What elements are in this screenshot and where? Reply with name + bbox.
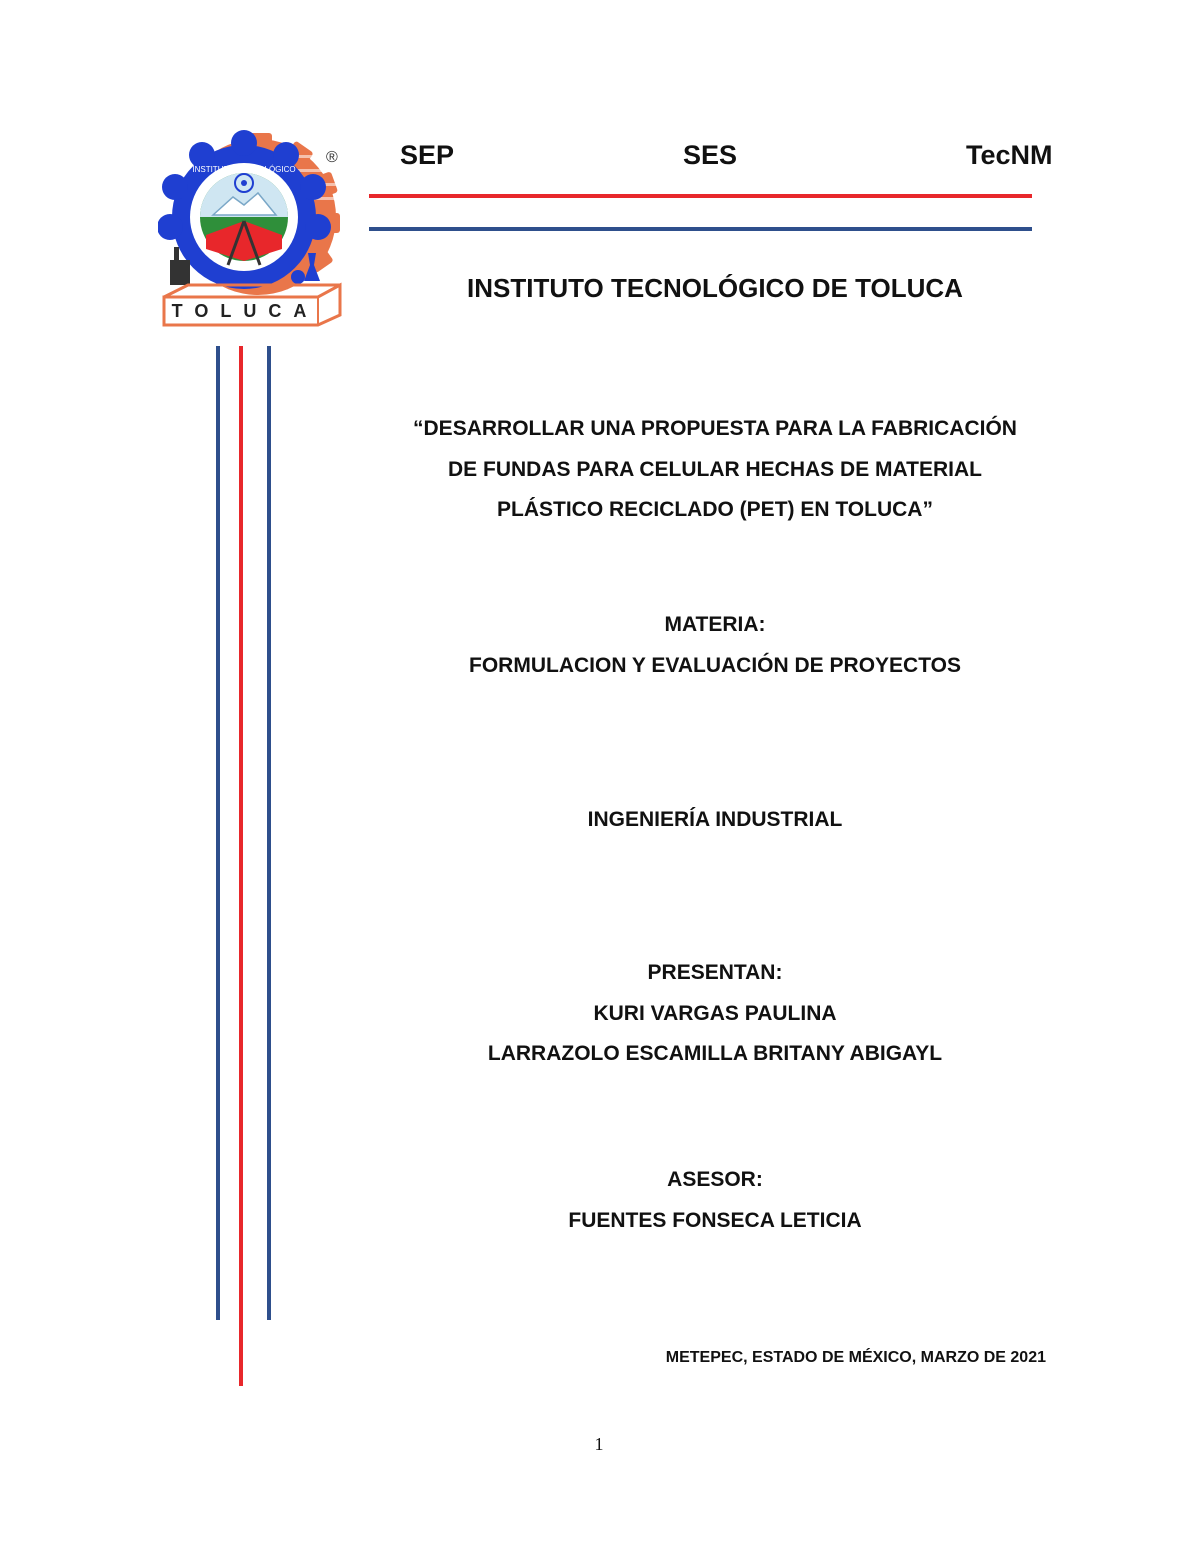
- left-blue-line-1: [216, 346, 220, 1320]
- left-blue-line-2: [267, 346, 271, 1320]
- subject-label: MATERIA:: [664, 613, 766, 636]
- header-tecnm: TecNM: [966, 140, 1053, 170]
- advisor-name: FUENTES FONSECA LETICIA: [568, 1208, 862, 1232]
- subject-section: [300, 605, 1130, 686]
- place-date: METEPEC, ESTADO DE MÉXICO, MARZO DE 2021: [665, 1349, 1046, 1366]
- project-title-line-2: DE FUNDAS PARA CELULAR HECHAS DE MATERIAL: [448, 457, 982, 481]
- career: INGENIERÍA INDUSTRIAL: [587, 808, 843, 831]
- logo-caption: TOLUCA: [171, 301, 319, 321]
- subject-value: FORMULACION Y EVALUACIÓN DE PROYECTOS: [469, 653, 961, 677]
- project-title: [300, 409, 1130, 531]
- left-red-line: [239, 346, 243, 1386]
- page-number: 1: [594, 1434, 604, 1454]
- project-title-line-3: PLÁSTICO RECICLADO (PET) EN TOLUCA”: [497, 498, 933, 521]
- header-blue-line: [369, 227, 1032, 231]
- project-title-line-1: “DESARROLLAR UNA PROPUESTA PARA LA FABRICACIÓN: [413, 417, 1017, 440]
- presenter-name: LARRAZOLO ESCAMILLA BRITANY ABIGAYL: [487, 1042, 943, 1065]
- advisor-label: ASESOR:: [667, 1168, 763, 1191]
- presenters-label: PRESENTAN:: [647, 961, 783, 984]
- header-sep: SEP: [400, 140, 455, 170]
- institution-name: INSTITUTO TECNOLÓGICO DE TOLUCA: [467, 273, 963, 303]
- presenters-section: [300, 953, 1130, 1075]
- header-red-line: [369, 194, 1032, 198]
- svg-text:INSTITUTO TECNOLÓGICO: INSTITUTO TECNOLÓGICO: [192, 165, 296, 174]
- advisor-section: [300, 1160, 1130, 1241]
- registered-mark: ®: [326, 149, 338, 166]
- header-ses: SES: [683, 140, 738, 170]
- presenter-name: KURI VARGAS PAULINA: [593, 1001, 837, 1025]
